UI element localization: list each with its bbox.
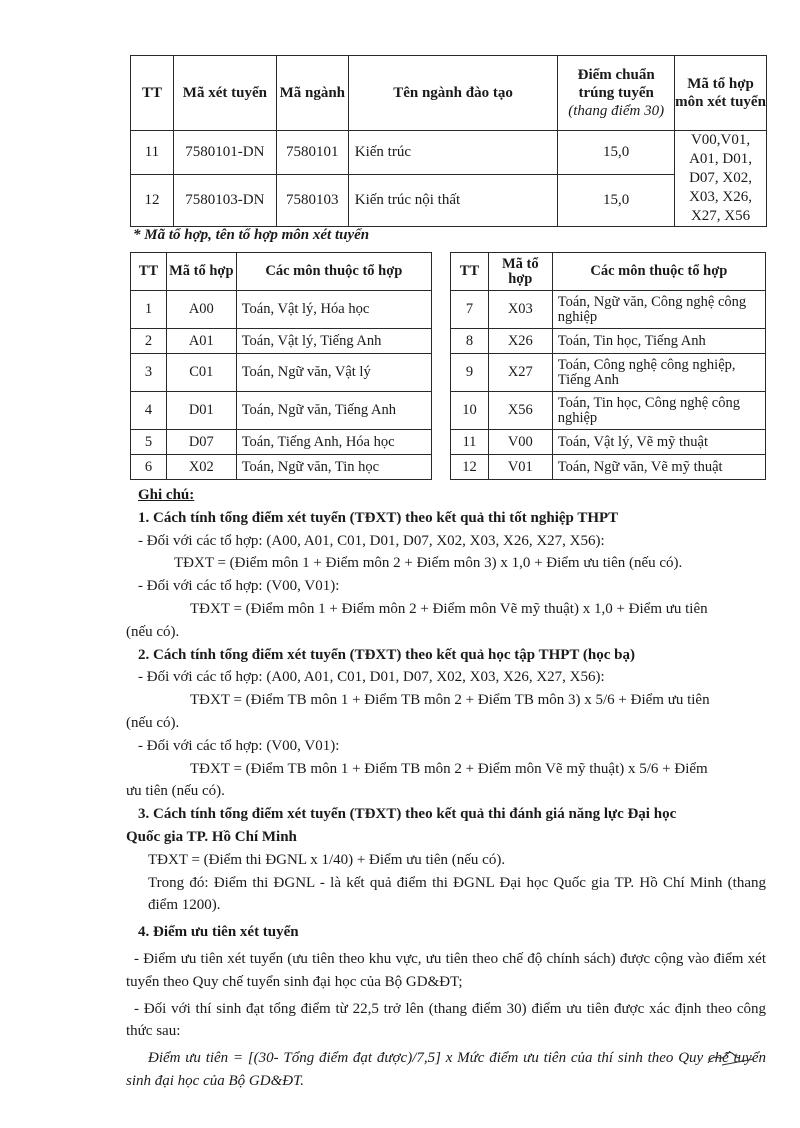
cell-ma-xet-tuyen: 7580103-DN (173, 175, 276, 227)
section-4-title: 4. Điểm ưu tiên xét tuyển (138, 924, 299, 941)
signature-initials (700, 1033, 760, 1073)
table-row (451, 329, 766, 354)
cell-mon: Toán, Ngữ văn, Tiếng Anh (236, 392, 431, 430)
cell-ma-nganh: 7580101 (276, 131, 348, 175)
cell-ma: D07 (166, 430, 236, 455)
section-4-item-b: - Đối với thí sinh đạt tổng điểm từ 22,5 trở lên (thang điểm 30) điểm ưu tiên được xác định theo công thức sau: (126, 1000, 766, 1040)
table-row (131, 392, 432, 430)
cell-ten-nganh: Kiến trúc nội thất (348, 175, 558, 227)
table-row (131, 455, 432, 480)
section-1-formula-b: TĐXT = (Điểm môn 1 + Điểm môn 2 + Điểm môn Vẽ mỹ thuật) x 1,0 + Điểm ưu tiên (190, 600, 708, 617)
section-3-formula: TĐXT = (Điểm thi ĐGNL x 1/40) + Điểm ưu tiên (nếu có). (148, 851, 506, 868)
section-1-formula-b-tail: (nếu có). (126, 623, 180, 640)
cell-mon: Toán, Ngữ văn, Công nghệ công nghiệp (552, 291, 765, 329)
cell-tt: 5 (131, 430, 167, 455)
header-ma-nganh: Mã ngành (276, 56, 348, 131)
cell-ma: X02 (166, 455, 236, 480)
cell-diem: 15,0 (558, 131, 675, 175)
cell-mon: Toán, Ngữ văn, Vật lý (236, 354, 431, 392)
cell-tt: 11 (131, 131, 174, 175)
cell-mon: Toán, Công nghệ công nghiệp, Tiếng Anh (552, 354, 765, 392)
cell-tt: 9 (451, 354, 489, 392)
table-row (131, 329, 432, 354)
section-2-formula-b: TĐXT = (Điểm TB môn 1 + Điểm TB môn 2 + Điểm môn Vẽ mỹ thuật) x 5/6 + Điểm (190, 760, 708, 777)
cell-ma: D01 (166, 392, 236, 430)
cell-mon: Toán, Ngữ văn, Vẽ mỹ thuật (552, 455, 765, 480)
cell-tt: 12 (451, 455, 489, 480)
cell-ma: X03 (488, 291, 552, 329)
notes-section (126, 484, 766, 1093)
subject-table-right (450, 252, 766, 480)
section-3-title-2: Quốc gia TP. Hồ Chí Minh (126, 828, 297, 845)
subject-header-row (451, 253, 766, 291)
cell-mon: Toán, Vật lý, Vẽ mỹ thuật (552, 430, 765, 455)
section-1-formula-a: TĐXT = (Điểm môn 1 + Điểm môn 2 + Điểm môn 3) x 1,0 + Điểm ưu tiên (nếu có). (174, 555, 683, 572)
cell-ma: V01 (488, 455, 552, 480)
header-ma-xet-tuyen: Mã xét tuyển (173, 56, 276, 131)
header-diem-chuan: Điểm chuẩn trúng tuyển (thang điểm 30) (558, 56, 675, 131)
header-ma: Mã tổ hợp (488, 253, 552, 291)
header-ma: Mã tổ hợp (166, 253, 236, 291)
cell-combos: V00,V01, A01, D01, D07, X02, X03, X26, X27, X56 (675, 131, 767, 227)
cell-tt: 11 (451, 430, 489, 455)
table-row (451, 430, 766, 455)
subject-caption: * Mã tổ hợp, tên tổ hợp môn xét tuyển (133, 227, 370, 243)
cell-ma-nganh: 7580103 (276, 175, 348, 227)
cell-diem: 15,0 (558, 175, 675, 227)
header-ma-to-hop: Mã tổ hợp môn xét tuyển (675, 56, 767, 131)
cell-mon: Toán, Vật lý, Hóa học (236, 291, 431, 329)
subject-table-left (130, 252, 432, 480)
table-row (131, 131, 767, 175)
cell-ma: A01 (166, 329, 236, 354)
table-row (131, 291, 432, 329)
section-4-formula: Điểm ưu tiên = [(30- Tổng điểm đạt được)/7,5] x Mức điểm ưu tiên của thí sinh theo Quy chế tuyển sinh đại học của Bộ GD&ĐT. (126, 1050, 766, 1089)
cell-tt: 10 (451, 392, 489, 430)
notes-title: Ghi chú: (138, 487, 195, 503)
table-row (131, 175, 767, 227)
cell-tt: 1 (131, 291, 167, 329)
cell-mon: Toán, Vật lý, Tiếng Anh (236, 329, 431, 354)
cell-tt: 2 (131, 329, 167, 354)
header-tt: TT (131, 56, 174, 131)
section-1-item-b: - Đối với các tổ hợp: (V00, V01): (138, 578, 340, 595)
majors-header-row (131, 56, 767, 131)
cell-tt: 12 (131, 175, 174, 227)
header-mon: Các môn thuộc tổ hợp (236, 253, 431, 291)
section-3-title-1: 3. Cách tính tổng điểm xét tuyển (TĐXT) theo kết quả thi đánh giá năng lực Đại học (138, 806, 677, 823)
cell-ma-xet-tuyen: 7580101-DN (173, 131, 276, 175)
header-tt: TT (131, 253, 167, 291)
section-2-formula-a: TĐXT = (Điểm TB môn 1 + Điểm TB môn 2 + Điểm TB môn 3) x 5/6 + Điểm ưu tiên (190, 692, 710, 709)
header-mon: Các môn thuộc tổ hợp (552, 253, 765, 291)
section-3-desc: Trong đó: Điểm thi ĐGNL - là kết quả điểm thi ĐGNL Đại học Quốc gia TP. Hồ Chí Minh (thang điểm 1200). (148, 874, 766, 914)
subject-header-row (131, 253, 432, 291)
cell-ten-nganh: Kiến trúc (348, 131, 558, 175)
section-2-title: 2. Cách tính tổng điểm xét tuyển (TĐXT) theo kết quả học tập THPT (học bạ) (138, 646, 635, 663)
section-2-item-a: - Đối với các tổ hợp: (A00, A01, C01, D01, D07, X02, X03, X26, X27, X56): (138, 669, 605, 686)
section-2-formula-a-tail: (nếu có). (126, 714, 180, 731)
cell-tt: 8 (451, 329, 489, 354)
header-tt: TT (451, 253, 489, 291)
table-row (451, 291, 766, 329)
cell-mon: Toán, Tin học, Công nghệ công nghiệp (552, 392, 765, 430)
section-2-formula-b-tail: ưu tiên (nếu có). (126, 783, 225, 800)
table-row (131, 430, 432, 455)
cell-mon: Toán, Ngữ văn, Tin học (236, 455, 431, 480)
cell-ma: X27 (488, 354, 552, 392)
cell-mon: Toán, Tin học, Tiếng Anh (552, 329, 765, 354)
table-row (451, 354, 766, 392)
header-diem-scale: (thang điểm 30) (568, 103, 665, 119)
section-2-item-b: - Đối với các tổ hợp: (V00, V01): (138, 737, 340, 754)
cell-mon: Toán, Tiếng Anh, Hóa học (236, 430, 431, 455)
cell-tt: 7 (451, 291, 489, 329)
cell-ma: X56 (488, 392, 552, 430)
cell-tt: 6 (131, 455, 167, 480)
cell-tt: 4 (131, 392, 167, 430)
majors-table (130, 55, 767, 227)
table-row (451, 455, 766, 480)
cell-ma: V00 (488, 430, 552, 455)
cell-tt: 3 (131, 354, 167, 392)
section-1-item-a: - Đối với các tổ hợp: (A00, A01, C01, D01, D07, X02, X03, X26, X27, X56): (138, 532, 605, 549)
section-4-item-a: - Điểm ưu tiên xét tuyển (ưu tiên theo khu vực, ưu tiên theo chế độ chính sách) được cộng vào điểm xét tuyển theo Quy chế tuyển sinh đại học của Bộ GD&ĐT; (126, 950, 766, 990)
section-1-title: 1. Cách tính tổng điểm xét tuyển (TĐXT) theo kết quả thi tốt nghiệp THPT (138, 509, 619, 526)
table-row (451, 392, 766, 430)
cell-ma: C01 (166, 354, 236, 392)
header-ten-nganh: Tên ngành đào tạo (348, 56, 558, 131)
table-row (131, 354, 432, 392)
cell-ma: X26 (488, 329, 552, 354)
cell-ma: A00 (166, 291, 236, 329)
